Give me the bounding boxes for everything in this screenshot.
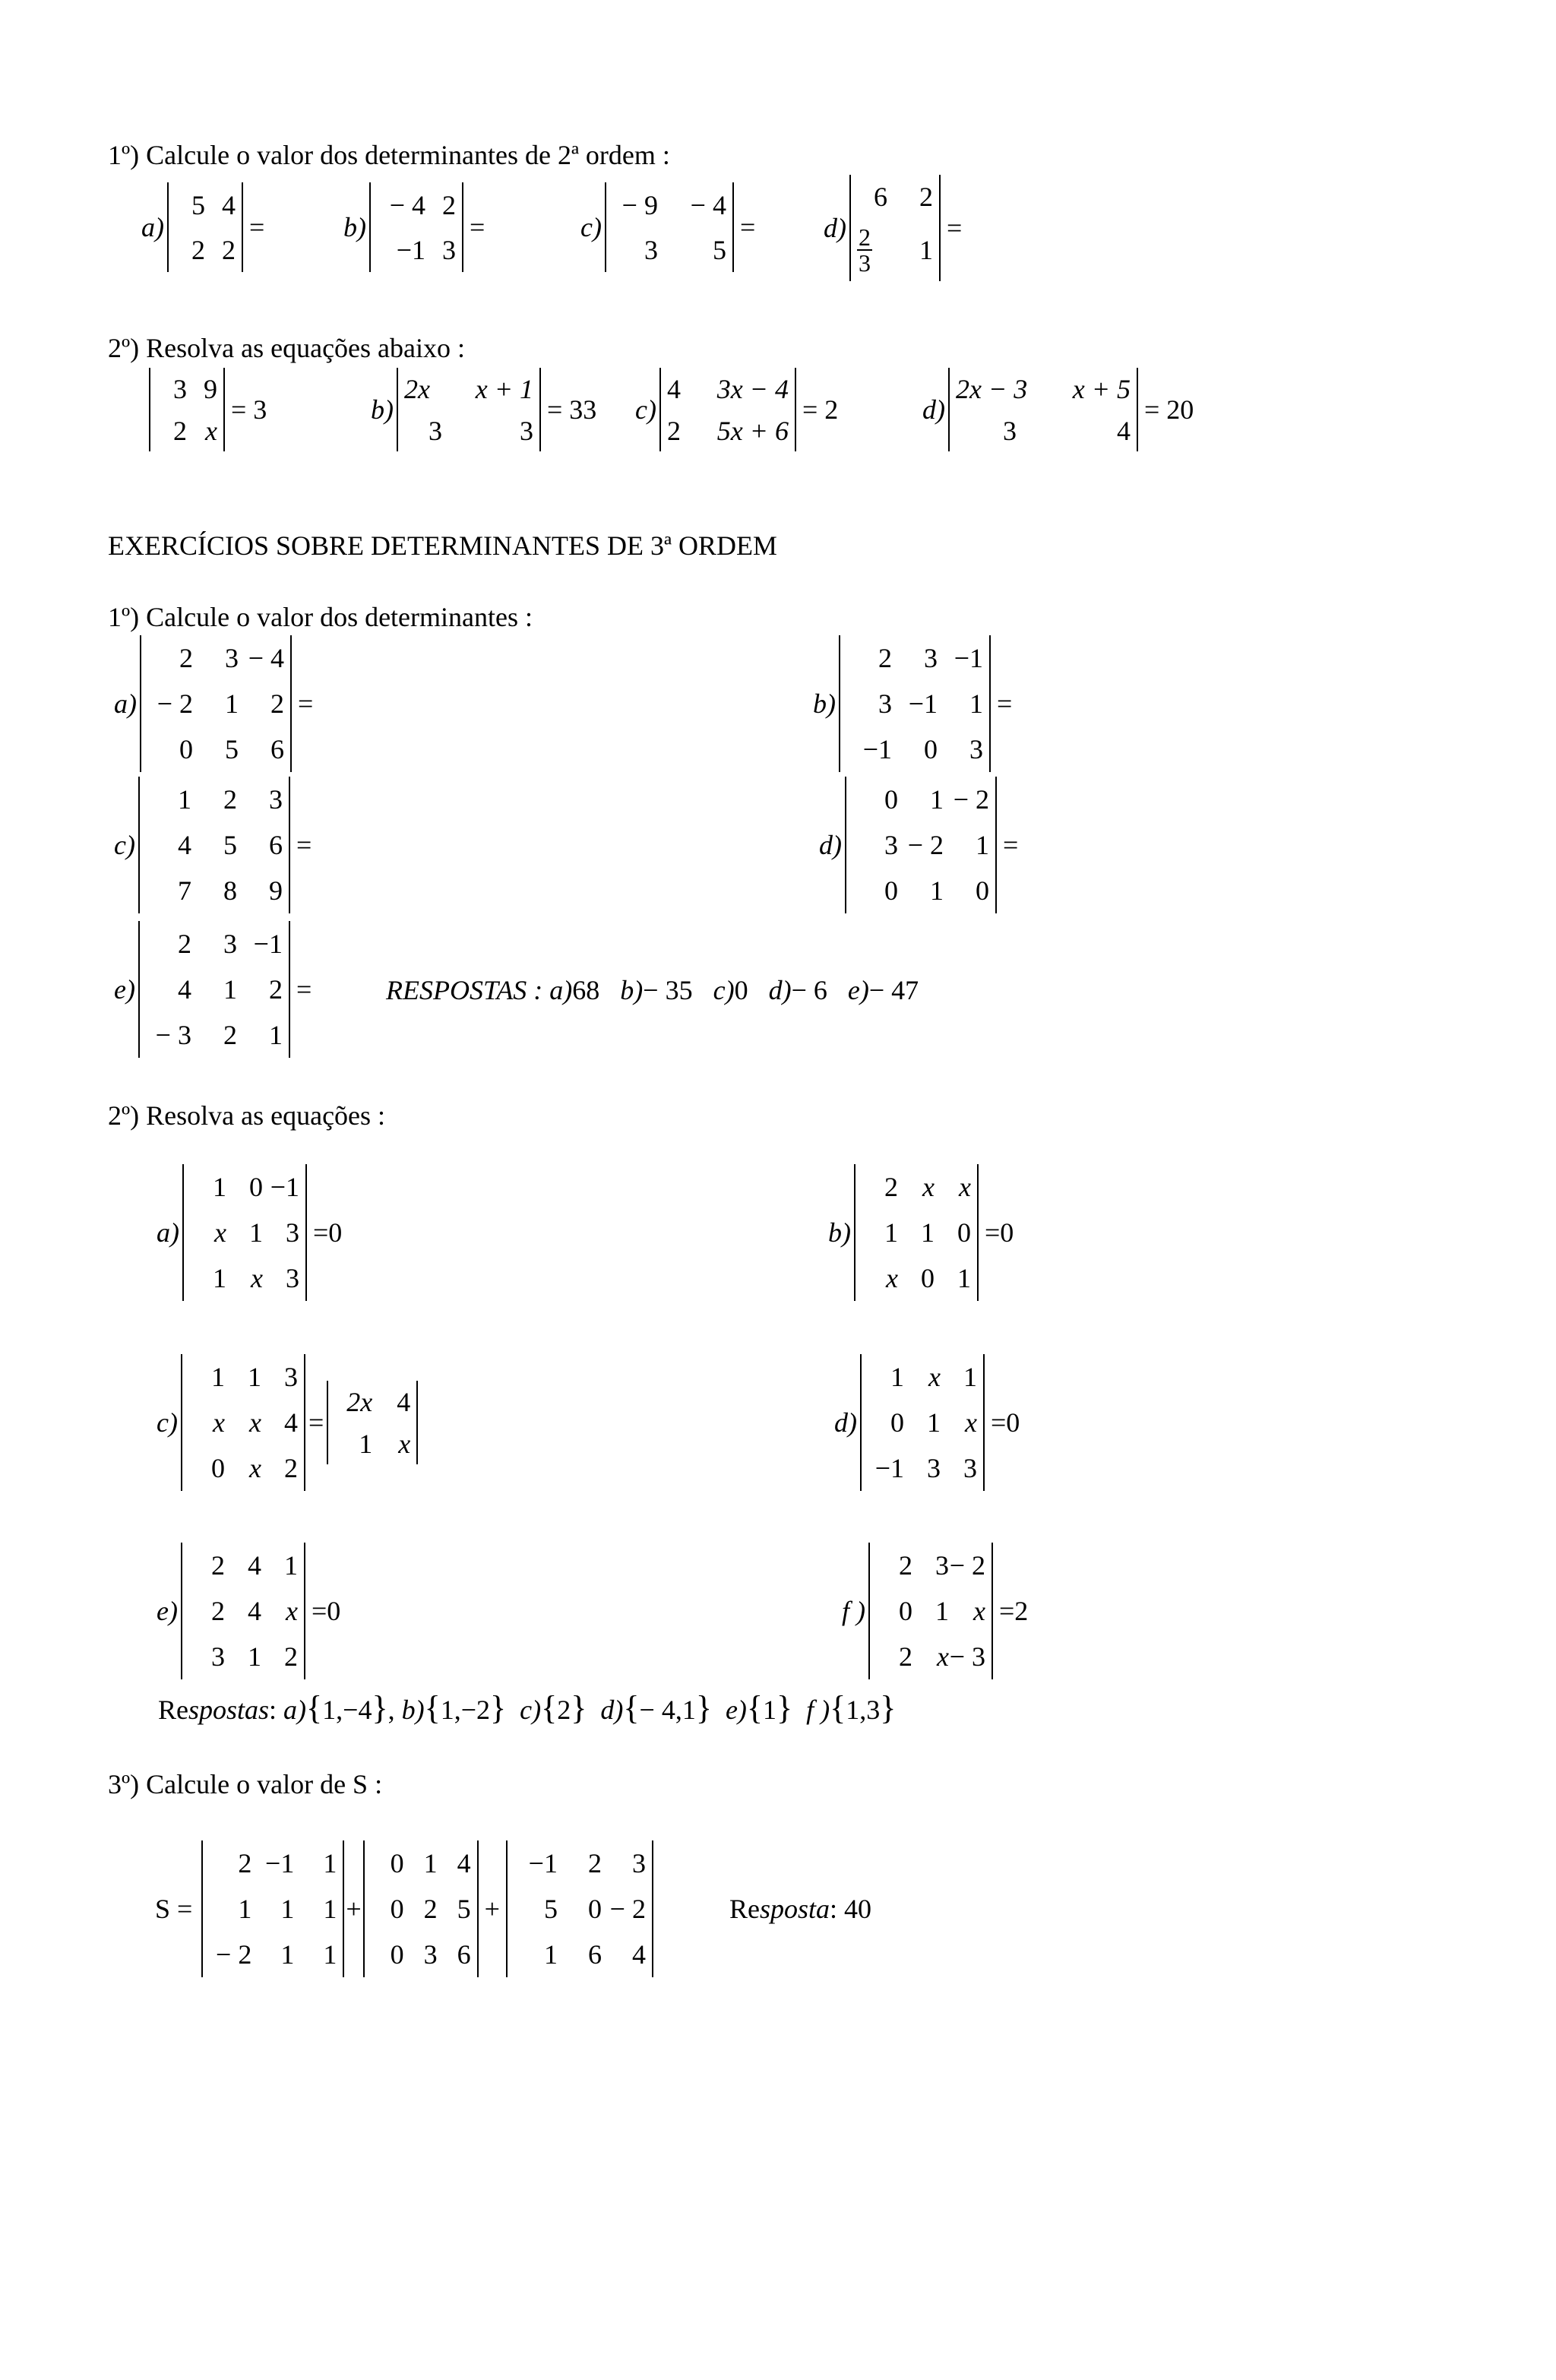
cell: 5: [191, 189, 205, 220]
cell: 2x: [346, 1386, 373, 1417]
cell: 3: [924, 643, 938, 673]
cell: 1: [323, 1894, 337, 1924]
cell: 1: [268, 1020, 283, 1050]
equals: =: [296, 974, 312, 1005]
cell: 2: [423, 1894, 438, 1924]
cell: 0: [249, 1172, 263, 1202]
determinant: [605, 182, 734, 272]
cell: 1: [247, 1641, 261, 1672]
determinant: [397, 368, 541, 451]
cell: 3x − 4: [716, 373, 789, 404]
cell: 3: [442, 234, 456, 265]
cell: 1: [976, 830, 989, 860]
cell: 0: [179, 734, 193, 764]
cell: 0: [390, 1848, 404, 1878]
cell: 2: [179, 643, 193, 673]
cell: 1: [359, 1428, 373, 1459]
item-label: d): [824, 213, 846, 243]
cell: x: [398, 1428, 411, 1459]
equals: =: [1003, 830, 1019, 860]
cell: 0: [587, 1894, 602, 1924]
cell: − 4: [248, 643, 284, 673]
section4-answers: Respostas: a){1,−4}, b){1,−2} c){2} d){− 4,1} e){1} f ){1,3}: [158, 1689, 897, 1726]
cell: −1: [396, 234, 425, 265]
section3-answers: [386, 974, 919, 1006]
cell: x: [959, 1172, 971, 1202]
cell: 5: [225, 734, 239, 764]
cell: 0: [390, 1894, 404, 1924]
answer-set: 1: [763, 1695, 777, 1725]
item-label: b): [371, 394, 394, 425]
cell: x: [285, 1596, 298, 1626]
cell: 7: [177, 875, 191, 906]
cell: − 4: [389, 189, 425, 220]
item-label: b): [343, 212, 366, 242]
determinant: [839, 635, 991, 772]
determinant: [181, 1543, 305, 1679]
cell: 0: [899, 1596, 912, 1626]
cell: − 3: [949, 1641, 985, 1672]
cell: 2: [173, 415, 187, 446]
determinant: [369, 182, 463, 272]
cell: −1: [874, 1453, 904, 1483]
cell: 1: [213, 1172, 226, 1202]
cell: 3: [884, 830, 898, 860]
cell: 0: [210, 1453, 225, 1483]
cell: 6: [270, 734, 284, 764]
cell: x: [212, 1407, 225, 1438]
cell: − 2: [157, 688, 193, 719]
cell: 6: [457, 1939, 471, 1970]
exercise-d: [819, 777, 1018, 913]
determinant: [138, 921, 290, 1058]
cell: 1: [210, 1362, 225, 1392]
cell: −1: [270, 1172, 299, 1202]
cell: x: [248, 1407, 261, 1438]
determinant: [849, 175, 941, 281]
cell: 1: [957, 1263, 971, 1293]
cell: 2: [222, 234, 236, 265]
cell: 0: [976, 875, 989, 906]
answer-label: f ): [806, 1695, 830, 1725]
cell: 3: [223, 929, 237, 959]
cell: 0: [924, 734, 938, 764]
expression-s: [155, 1840, 871, 1977]
determinant: [149, 368, 225, 451]
cell: 2: [191, 234, 205, 265]
determinant: [327, 1381, 418, 1464]
equals: =: [997, 688, 1013, 719]
answer-re: Re: [729, 1894, 760, 1924]
answer-label: d): [600, 1695, 624, 1725]
item-label: e): [157, 1596, 178, 1626]
cell: x + 1: [475, 373, 533, 404]
cell: 0: [957, 1217, 971, 1248]
exercise-a: [157, 1164, 342, 1301]
cell: 1: [930, 784, 944, 815]
cell: −1: [862, 734, 892, 764]
item-label: c): [635, 394, 656, 425]
cell: 4: [397, 1386, 411, 1417]
cell: x: [922, 1172, 935, 1202]
cell: 1: [963, 1362, 977, 1392]
answers-prefix: Re: [158, 1695, 188, 1725]
exercise-d: [834, 1354, 1020, 1491]
cell: 3: [878, 688, 892, 719]
cell: x + 5: [1072, 373, 1131, 404]
item-label: c): [114, 830, 135, 860]
cell: −1: [265, 1848, 295, 1878]
colon: :: [269, 1695, 277, 1725]
cell: 2: [442, 189, 456, 220]
equals: =: [298, 688, 314, 719]
fraction: [857, 225, 872, 275]
equation-2c: [635, 368, 838, 451]
rhs: = 20: [1144, 394, 1194, 425]
determinant: [854, 1164, 979, 1301]
cell: 6: [874, 182, 887, 212]
cell: 1: [935, 1596, 949, 1626]
rhs: = 2: [802, 394, 839, 425]
exercise-1a: [141, 182, 264, 272]
rhs: = 3: [231, 394, 267, 425]
cell: 3: [644, 234, 658, 265]
determinant: [182, 1164, 307, 1301]
cell: 1: [249, 1217, 263, 1248]
cell: 1: [223, 974, 237, 1005]
answers-prefix: RESPOSTAS :: [386, 975, 543, 1005]
answer-label: c): [520, 1695, 542, 1725]
determinant: [860, 1354, 985, 1491]
cell: 2: [210, 1550, 225, 1581]
cell: − 3: [155, 1020, 191, 1050]
cell: 1: [225, 688, 239, 719]
cell: 1: [213, 1263, 226, 1293]
cell: 0: [390, 1939, 404, 1970]
cell: 2x − 3: [956, 373, 1028, 404]
cell: 3: [286, 1263, 299, 1293]
cell: 1: [969, 688, 983, 719]
cell: 3: [225, 643, 239, 673]
item-label: a): [141, 212, 164, 242]
answer-label: c): [713, 975, 735, 1005]
answer-set: 2: [557, 1695, 571, 1725]
cell: −1: [954, 643, 983, 673]
cell: 1: [283, 1550, 298, 1581]
equals: =: [739, 212, 756, 242]
cell: − 2: [609, 1894, 646, 1924]
cell: x: [886, 1263, 898, 1293]
cell: 4: [177, 830, 191, 860]
cell: 1: [890, 1362, 904, 1392]
answer-label: b): [401, 1695, 425, 1725]
exercise-c: [157, 1354, 418, 1491]
determinant: [138, 777, 290, 913]
answer-value: 0: [734, 975, 748, 1005]
cell: −1: [253, 929, 283, 959]
answer-set: 1,−2: [440, 1695, 491, 1725]
exercise-f: [842, 1543, 1028, 1679]
cell: 0: [921, 1263, 935, 1293]
answer-label: d): [768, 975, 792, 1005]
cell: 5: [543, 1894, 558, 1924]
cell: − 2: [949, 1550, 985, 1581]
cell: 2: [268, 974, 283, 1005]
determinant: [659, 368, 796, 451]
cell: x: [973, 1596, 985, 1626]
cell: 2: [223, 784, 237, 815]
cell: 4: [247, 1596, 261, 1626]
answer-label: b): [620, 975, 644, 1005]
cell: 2: [223, 1020, 237, 1050]
cell: 2: [283, 1453, 298, 1483]
exercise-a: [114, 635, 313, 772]
section2-heading: 2º) Resolva as equações abaixo :: [108, 333, 466, 363]
section5-heading: 3º) Calcule o valor de S :: [108, 1769, 383, 1799]
cell: 1: [177, 784, 191, 815]
cell: 1: [927, 1407, 941, 1438]
determinant: [868, 1543, 993, 1679]
answer-label: e): [847, 975, 869, 1005]
answers-prefix-italic: spostas: [188, 1695, 270, 1725]
equals: =: [308, 1407, 324, 1438]
determinant: [140, 635, 292, 772]
answer-italic: sposta: [759, 1894, 830, 1924]
item-label: d): [819, 830, 842, 860]
section3-title: EXERCÍCIOS SOBRE DETERMINANTES DE 3ª ORDEM: [108, 530, 777, 561]
determinant: [363, 1840, 479, 1977]
cell: 6: [268, 830, 283, 860]
cell: 1: [543, 1939, 558, 1970]
equals: =0: [985, 1217, 1014, 1248]
cell: 3: [286, 1217, 299, 1248]
answer-set: 1,3: [846, 1695, 881, 1725]
item-label: f ): [842, 1596, 865, 1626]
equation-2b: [371, 368, 596, 451]
item-label: a): [114, 688, 137, 719]
determinant: [948, 368, 1138, 451]
cell: 3: [423, 1939, 438, 1970]
equals: =0: [991, 1407, 1020, 1438]
cell: − 2: [953, 784, 989, 815]
fraction-denominator: 3: [859, 249, 871, 277]
answer-label: a): [283, 1695, 307, 1725]
cell: 5: [457, 1894, 471, 1924]
cell: 3: [969, 734, 983, 764]
cell: 2: [919, 182, 933, 212]
cell: 3: [283, 1362, 298, 1392]
cell: 3: [429, 415, 442, 446]
cell: 4: [247, 1550, 261, 1581]
cell: x: [205, 415, 217, 446]
cell: 4: [1117, 415, 1131, 446]
cell: 1: [280, 1894, 295, 1924]
cell: 3: [935, 1550, 949, 1581]
answer-value: − 47: [868, 975, 919, 1005]
equation-2d: [922, 368, 1194, 451]
cell: 3: [210, 1641, 225, 1672]
cell: 1: [884, 1217, 898, 1248]
cell: 1: [921, 1217, 935, 1248]
cell: 2x: [404, 373, 430, 404]
cell: 0: [884, 784, 898, 815]
plus-sign: +: [346, 1894, 362, 1924]
cell: 2: [177, 929, 191, 959]
equals: =2: [999, 1596, 1029, 1626]
cell: 2: [666, 415, 681, 446]
item-label: c): [157, 1407, 178, 1438]
cell: 9: [268, 875, 283, 906]
cell: 3: [927, 1453, 941, 1483]
cell: 6: [587, 1939, 602, 1970]
item-label: b): [828, 1217, 851, 1248]
cell: x: [965, 1407, 977, 1438]
cell: 5: [223, 830, 237, 860]
answer-set: − 4,1: [639, 1695, 696, 1725]
item-label: e): [114, 974, 135, 1005]
equals: =: [470, 212, 485, 242]
fraction-numerator: 2: [859, 223, 871, 251]
answer-value: − 6: [791, 975, 827, 1005]
cell: −1: [528, 1848, 558, 1878]
exercise-c: [114, 777, 312, 913]
cell: x: [937, 1641, 949, 1672]
s-label: S =: [155, 1894, 193, 1924]
cell: 1: [247, 1362, 261, 1392]
equals: =0: [313, 1217, 343, 1248]
cell: 2: [884, 1172, 898, 1202]
cell: 1: [919, 235, 933, 265]
cell: − 4: [690, 189, 726, 220]
equals: =0: [311, 1596, 341, 1626]
cell: 0: [884, 875, 898, 906]
item-label: c): [580, 212, 602, 242]
item-label: d): [834, 1407, 857, 1438]
equals: =: [296, 830, 312, 860]
item-label: b): [813, 688, 836, 719]
cell: 9: [204, 373, 217, 404]
equation-2a: [149, 368, 267, 451]
exercise-e: [114, 921, 312, 1058]
answer-label: e): [725, 1695, 747, 1725]
exercise-1b: [343, 182, 485, 272]
cell: 4: [283, 1407, 298, 1438]
exercise-1d: [824, 175, 962, 281]
determinant: [181, 1354, 305, 1491]
answer-set: 1,−4: [322, 1695, 372, 1725]
exercise-e: [157, 1543, 340, 1679]
cell: x: [248, 1453, 261, 1483]
cell: 3: [520, 415, 533, 446]
plus-sign: +: [484, 1894, 500, 1924]
item-label: d): [922, 394, 945, 425]
answer-label: a): [549, 975, 573, 1005]
determinant: [845, 777, 997, 913]
rhs: = 33: [547, 394, 597, 425]
cell: 5: [712, 234, 726, 265]
section4-heading: 2º) Resolva as equações :: [108, 1100, 386, 1131]
cell: 3: [268, 784, 283, 815]
cell: 2: [270, 688, 284, 719]
cell: 1: [323, 1939, 337, 1970]
determinant: [201, 1840, 344, 1977]
cell: 2: [238, 1848, 252, 1878]
cell: 1: [238, 1894, 252, 1924]
cell: 1: [280, 1939, 295, 1970]
equals: =: [947, 213, 963, 243]
cell: 2: [210, 1596, 225, 1626]
determinant: [167, 182, 243, 272]
cell: 1: [930, 875, 944, 906]
section3-heading: 1º) Calcule o valor dos determinantes :: [108, 602, 533, 632]
answer-value: − 35: [643, 975, 693, 1005]
exercise-b: [828, 1164, 1014, 1301]
equals: =: [249, 212, 265, 242]
cell: 2: [587, 1848, 602, 1878]
cell: x: [928, 1362, 941, 1392]
cell: −1: [908, 688, 938, 719]
cell: 8: [223, 875, 237, 906]
determinant: [506, 1840, 653, 1977]
cell: 1: [323, 1848, 337, 1878]
cell: 4: [631, 1939, 646, 1970]
cell: 2: [878, 643, 892, 673]
cell: 4: [222, 189, 236, 220]
cell: 4: [666, 373, 681, 404]
cell: 2: [899, 1550, 912, 1581]
cell: 2: [899, 1641, 912, 1672]
cell: x: [251, 1263, 263, 1293]
cell: − 2: [216, 1939, 252, 1970]
cell: 3: [963, 1453, 977, 1483]
cell: 4: [457, 1848, 471, 1878]
answer-value: 68: [572, 975, 600, 1005]
cell: 1: [423, 1848, 438, 1878]
cell: 3: [631, 1848, 646, 1878]
cell: 5x + 6: [716, 415, 789, 446]
cell: 3: [173, 373, 187, 404]
exercise-1c: [580, 182, 755, 272]
cell: 2: [283, 1641, 298, 1672]
cell: 3: [1003, 415, 1017, 446]
cell: − 2: [907, 830, 944, 860]
section1-heading: 1º) Calcule o valor dos determinantes de 2ª ordem :: [108, 140, 670, 170]
answer-value: : 40: [829, 1894, 871, 1924]
cell: − 9: [621, 189, 658, 220]
exercise-b: [813, 635, 1012, 772]
cell: 4: [177, 974, 191, 1005]
cell: 0: [890, 1407, 904, 1438]
item-label: a): [157, 1217, 179, 1248]
cell: x: [214, 1217, 226, 1248]
